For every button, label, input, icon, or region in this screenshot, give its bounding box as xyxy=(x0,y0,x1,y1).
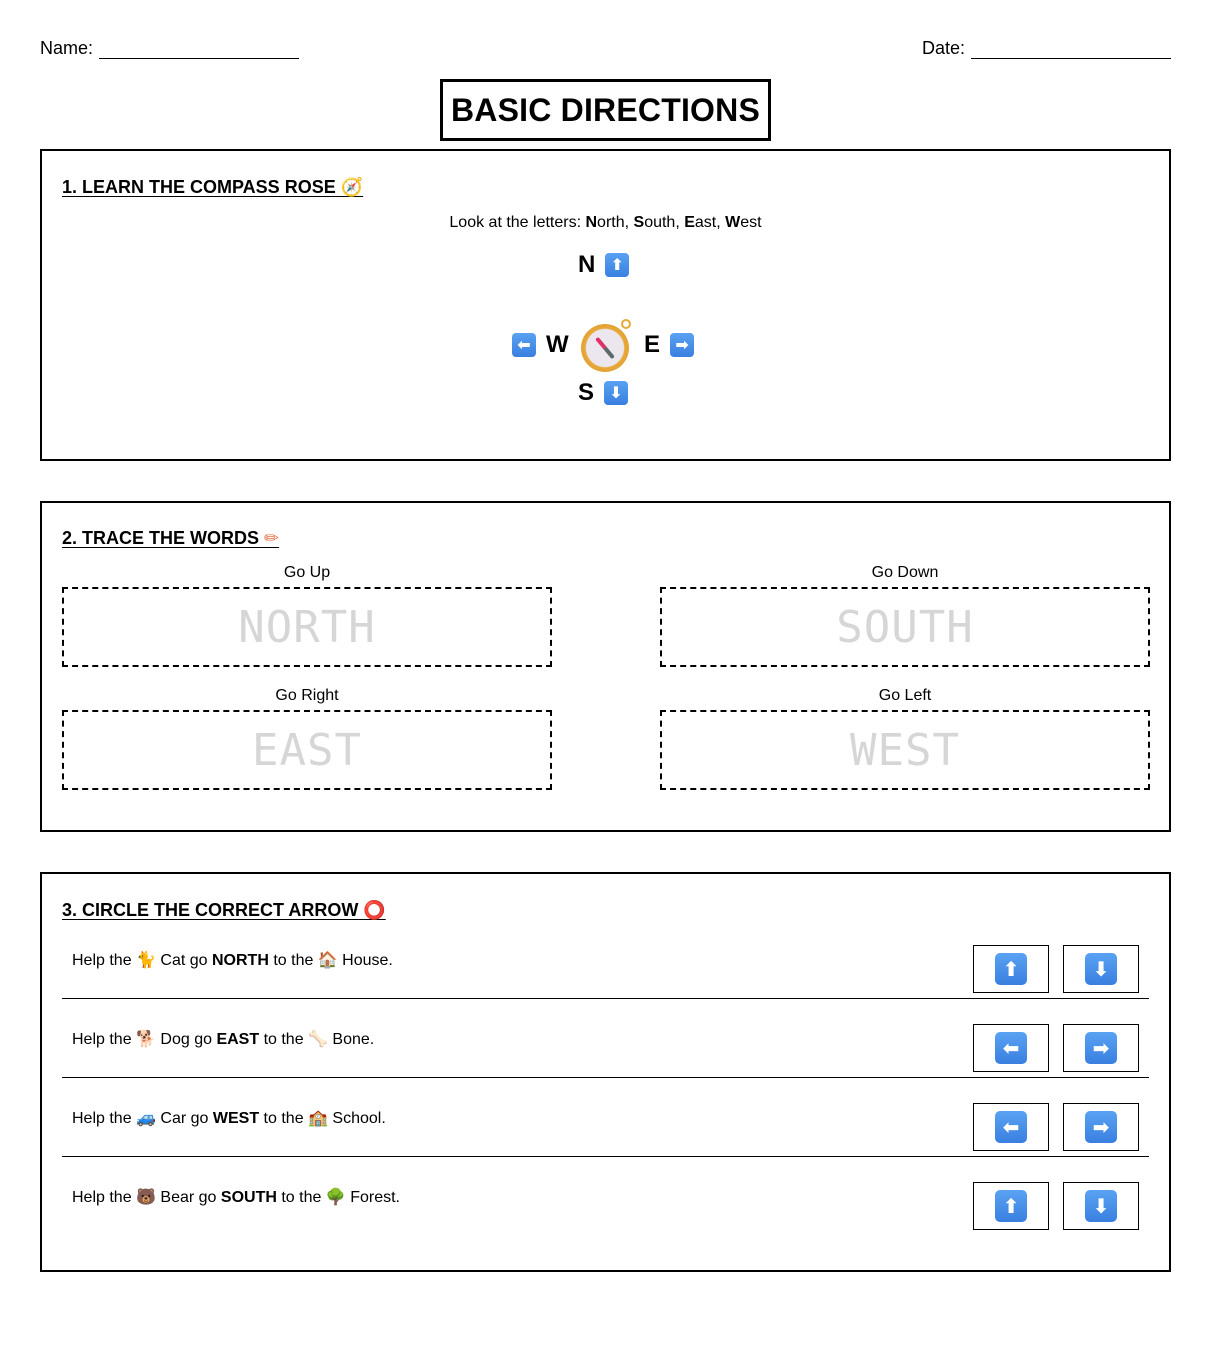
section-title: 1. LEARN THE COMPASS ROSE 🧭 xyxy=(62,177,364,198)
trace-caption: Go Left xyxy=(878,687,932,704)
bear-icon: 🐻 xyxy=(136,1187,156,1206)
trace-caption: Go Up xyxy=(283,564,331,581)
east-letter: E xyxy=(644,331,661,358)
arrow-left-icon: ⬅ xyxy=(995,1111,1027,1143)
choice-down-button[interactable] xyxy=(1063,945,1139,993)
west-letter: W xyxy=(546,331,569,358)
date-input-line[interactable] xyxy=(971,41,1171,59)
question-text: Help the 🚙 Car go WEST to the 🏫 School. xyxy=(72,1108,386,1127)
question-row xyxy=(62,1078,1149,1157)
section-trace-words xyxy=(40,501,1171,832)
choice-down-button[interactable] xyxy=(1063,1182,1139,1230)
arrow-up-icon: ⬆ xyxy=(995,953,1027,985)
name-input-line[interactable] xyxy=(99,41,299,59)
question-text: Help the 🐈 Cat go NORTH to the 🏠 House. xyxy=(72,950,393,969)
school-icon: 🏫 xyxy=(308,1108,328,1127)
compass-west xyxy=(512,331,569,359)
name-field[interactable] xyxy=(40,38,299,59)
arrow-up-icon: ⬆ xyxy=(605,253,629,277)
section-compass-rose xyxy=(40,149,1171,461)
worksheet-header xyxy=(40,38,1171,62)
name-label: Name: xyxy=(40,38,94,58)
choice-up-button[interactable] xyxy=(973,945,1049,993)
choice-right-button[interactable] xyxy=(1063,1024,1139,1072)
date-label: Date: xyxy=(921,38,965,58)
house-icon: 🏠 xyxy=(317,950,338,969)
trace-item xyxy=(62,563,552,667)
section-circle-arrow xyxy=(40,872,1171,1272)
compass-north xyxy=(578,251,629,279)
section-title: 2. TRACE THE WORDS ✏ xyxy=(62,528,280,549)
trace-box[interactable]: WEST xyxy=(660,710,1150,790)
arrow-right-icon: ➡ xyxy=(670,333,694,357)
question-row xyxy=(62,1157,1149,1236)
date-field[interactable] xyxy=(922,38,1171,59)
trace-caption: Go Down xyxy=(871,564,939,581)
tree-icon: 🌳 xyxy=(325,1187,346,1206)
trace-box[interactable]: EAST xyxy=(62,710,552,790)
compass-east xyxy=(644,331,694,359)
choice-up-button[interactable] xyxy=(973,1182,1049,1230)
trace-box[interactable]: NORTH xyxy=(62,587,552,667)
arrow-right-icon: ➡ xyxy=(1085,1111,1117,1143)
section-title: 3. CIRCLE THE CORRECT ARROW ⭕ xyxy=(62,900,386,921)
arrow-up-icon: ⬆ xyxy=(995,1190,1027,1222)
question-text: Help the 🐻 Bear go SOUTH to the 🌳 Forest. xyxy=(72,1187,400,1206)
arrow-down-icon: ⬇ xyxy=(1085,953,1117,985)
dog-icon: 🐕 xyxy=(136,1029,156,1048)
arrow-left-icon: ⬅ xyxy=(995,1032,1027,1064)
choice-left-button[interactable] xyxy=(973,1024,1049,1072)
arrow-down-icon: ⬇ xyxy=(1085,1190,1117,1222)
compass-icon: 🧭 xyxy=(340,177,364,198)
arrow-left-icon: ⬅ xyxy=(512,333,536,357)
trace-item xyxy=(660,686,1150,790)
trace-item xyxy=(660,563,1150,667)
arrow-right-icon: ➡ xyxy=(1085,1032,1117,1064)
south-letter: S xyxy=(578,379,595,406)
trace-box[interactable]: SOUTH xyxy=(660,587,1150,667)
car-icon: 🚙 xyxy=(136,1108,156,1127)
question-row xyxy=(62,920,1149,999)
compass-south xyxy=(578,379,628,407)
question-text: Help the 🐕 Dog go EAST to the 🦴 Bone. xyxy=(72,1029,375,1048)
question-row xyxy=(62,999,1149,1078)
pencil-icon: ✏ xyxy=(264,528,280,549)
circle-icon: ⭕ xyxy=(363,900,386,921)
bone-icon: 🦴 xyxy=(308,1029,328,1048)
compass-icon xyxy=(581,324,629,372)
choice-left-button[interactable] xyxy=(973,1103,1049,1151)
instruction-text: Look at the letters: North, South, East, West xyxy=(449,214,762,231)
arrow-down-icon: ⬇ xyxy=(604,381,628,405)
choice-right-button[interactable] xyxy=(1063,1103,1139,1151)
page-title: BASIC DIRECTIONS xyxy=(440,79,771,141)
trace-caption: Go Right xyxy=(275,687,339,704)
north-letter: N xyxy=(578,251,596,278)
cat-icon: 🐈 xyxy=(136,950,156,969)
trace-item xyxy=(62,686,552,790)
